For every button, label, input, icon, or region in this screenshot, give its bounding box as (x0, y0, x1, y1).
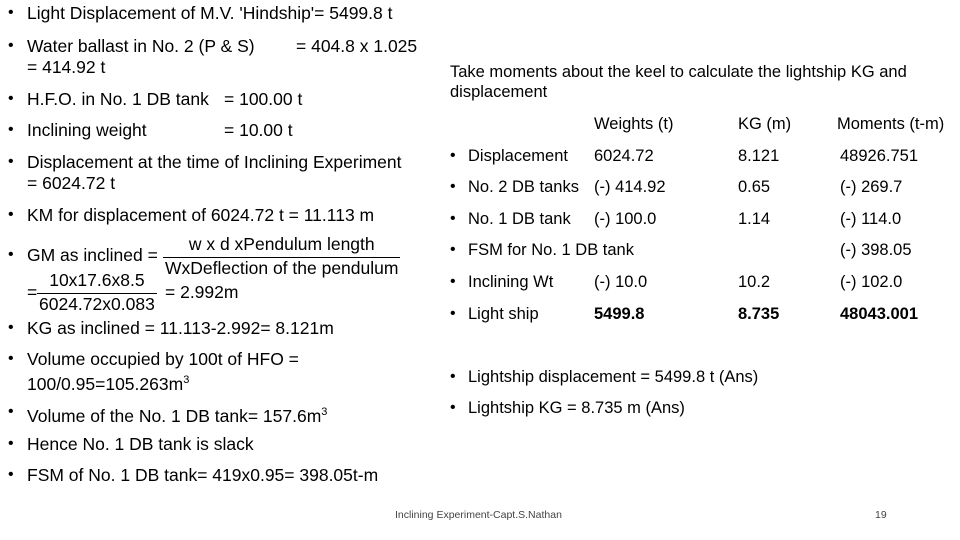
volume-hfo-result (27, 370, 189, 395)
row-moment: (-) 114.0 (840, 210, 902, 228)
row-label: Displacement (468, 147, 568, 165)
fsm-text: FSM of No. 1 DB tank= 419x0.95= 398.05t-m (27, 465, 379, 485)
row-label: No. 1 DB tank (468, 210, 571, 228)
row-label: FSM for No. 1 DB tank (468, 241, 634, 259)
hfo-label: H.F.O. in No. 1 DB tank (27, 89, 209, 109)
bullet: • (8, 319, 14, 336)
row-kg: 8.121 (738, 147, 780, 165)
bullet: • (450, 368, 456, 385)
bullet: • (8, 435, 14, 452)
intro-text: Take moments about the keel to calculate the lightship KG and (450, 63, 907, 81)
row-moment: (-) 269.7 (840, 178, 903, 196)
row-weight: (-) 414.92 (594, 178, 666, 196)
gm-formula-fraction (163, 234, 400, 279)
volume-hfo-unit-sup: 3 (183, 374, 190, 386)
row-moment: 48043.001 (840, 305, 918, 323)
kg-inclined-text: KG as inclined = 11.113-2.992= 8.121m (27, 318, 334, 338)
light-displacement-text: Light Displacement of M.V. 'Hindship'= 5499.8 t (27, 3, 393, 23)
bullet: • (450, 305, 456, 322)
bullet: • (8, 246, 14, 263)
row-kg: 8.735 (738, 305, 780, 323)
header-kg: KG (m) (738, 115, 792, 133)
row-kg: 10.2 (738, 273, 771, 291)
gm-calc-fraction (37, 270, 157, 315)
footer-credit: Inclining Experiment-Capt.S.Nathan (395, 509, 562, 521)
bullet: • (8, 121, 14, 138)
volume-tank-value: Volume of the No. 1 DB tank= 157.6m (27, 405, 322, 426)
gm-label: GM as inclined = (27, 245, 158, 265)
bullet: • (8, 153, 14, 170)
row-label: Light ship (468, 305, 539, 323)
bullet: • (8, 403, 14, 420)
gm-formula-numerator: w x d xPendulum length (163, 234, 400, 258)
intro-text-cont: displacement (450, 83, 548, 101)
row-label: No. 2 DB tanks (468, 178, 579, 196)
bullet: • (8, 466, 14, 483)
answer-displacement: Lightship displacement = 5499.8 t (Ans) (468, 368, 759, 386)
slack-text: Hence No. 1 DB tank is slack (27, 434, 254, 454)
bullet: • (450, 210, 456, 227)
water-ballast-result: = 414.92 t (27, 57, 106, 77)
bullet: • (8, 4, 14, 21)
row-weight: 6024.72 (594, 147, 654, 165)
bullet: • (8, 206, 14, 223)
gm-formula-denominator: WxDeflection of the pendulum (165, 258, 399, 278)
volume-hfo-value: 100/0.95=105.263m (27, 373, 184, 394)
page-number: 19 (875, 509, 887, 521)
volume-tank-text (27, 402, 327, 427)
bullet: • (450, 178, 456, 195)
inclining-weight-label: Inclining weight (27, 120, 147, 140)
inclining-weight-value: = 10.00 t (224, 120, 293, 140)
row-label: Inclining Wt (468, 273, 554, 291)
row-moment: 48926.751 (840, 147, 918, 165)
row-moment: (-) 398.05 (840, 241, 912, 259)
row-weight: (-) 10.0 (594, 273, 648, 291)
gm-calc-denominator: 6024.72x0.083 (39, 294, 155, 314)
row-kg: 0.65 (738, 178, 771, 196)
gm-result: = 2.992m (165, 282, 239, 302)
bullet: • (450, 273, 456, 290)
bullet: • (450, 399, 456, 416)
hfo-value: = 100.00 t (224, 89, 303, 109)
displacement-text: Displacement at the time of Inclining Experiment (27, 152, 402, 172)
answer-kg: Lightship KG = 8.735 m (Ans) (468, 399, 685, 417)
gm-eq-sign: = (27, 282, 38, 302)
volume-tank-unit-sup: 3 (321, 406, 328, 418)
volume-hfo-text: Volume occupied by 100t of HFO = (27, 349, 299, 369)
row-weight: 5499.8 (594, 305, 645, 323)
row-weight: (-) 100.0 (594, 210, 657, 228)
displacement-value: = 6024.72 t (27, 173, 116, 193)
water-ballast-label: Water ballast in No. 2 (P & S) (27, 36, 255, 56)
header-weights: Weights (t) (594, 115, 674, 133)
water-ballast-calc: = 404.8 x 1.025 (296, 36, 418, 56)
gm-calc-numerator: 10x17.6x8.5 (37, 270, 157, 294)
bullet: • (8, 350, 14, 367)
row-moment: (-) 102.0 (840, 273, 903, 291)
bullet: • (8, 37, 14, 54)
bullet: • (450, 147, 456, 164)
row-kg: 1.14 (738, 210, 771, 228)
bullet: • (8, 90, 14, 107)
km-text: KM for displacement of 6024.72 t = 11.113 m (27, 205, 375, 225)
bullet: • (450, 241, 456, 258)
header-moments: Moments (t-m) (837, 115, 945, 133)
